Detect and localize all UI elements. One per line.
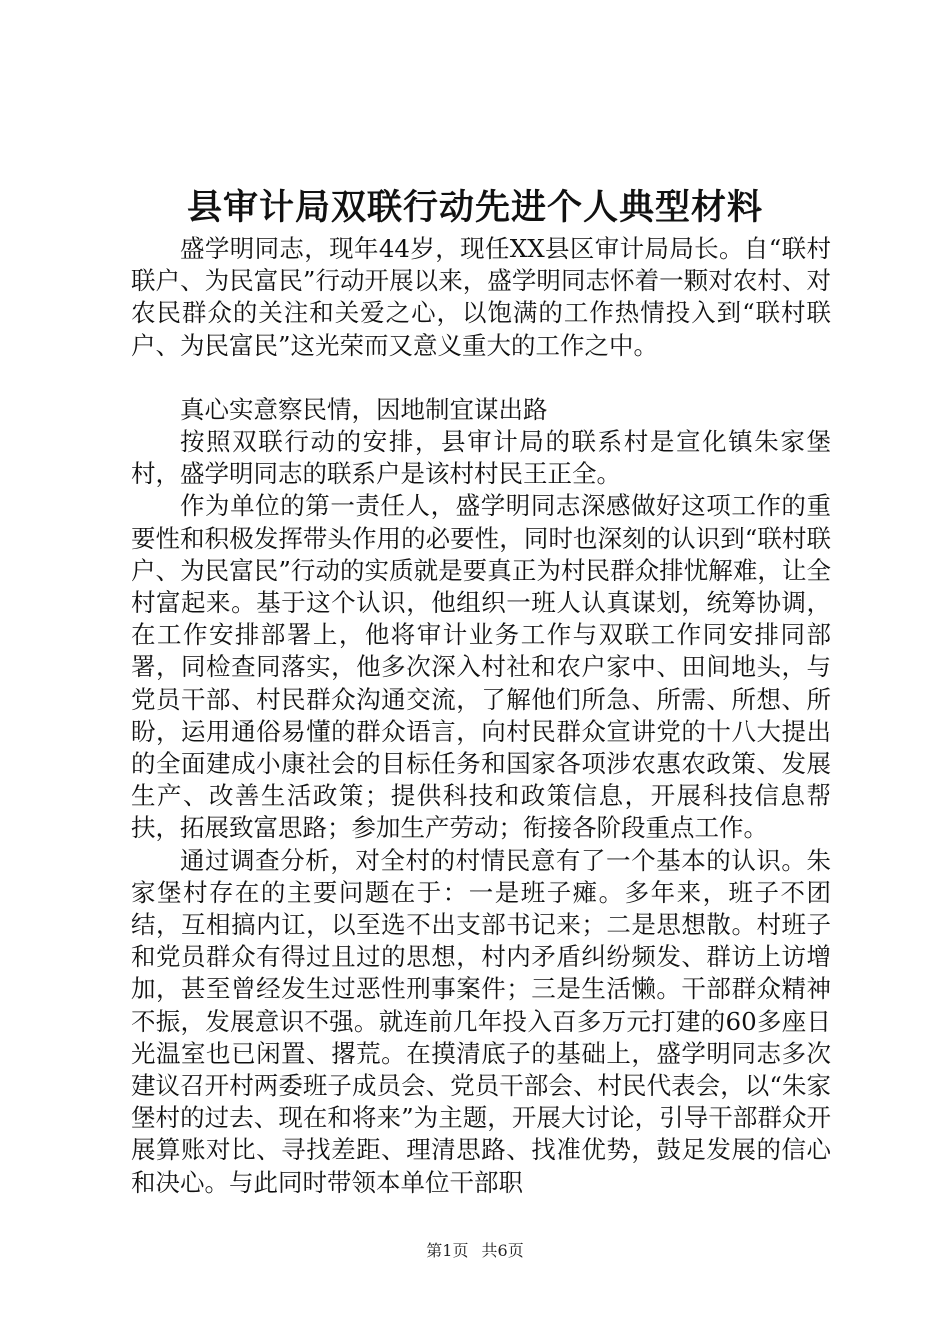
document-title: 县审计局双联行动先进个人典型材料: [186, 187, 763, 228]
body-paragraph: 通过调查分析，对全村的村情民意有了一个基本的认识。朱家堡村存在的主要问题在于：一是班子瘫。多年来，班子不团结，互相搞内讧，以至选不出支部书记来；二是思想散。村班子和党员群众有得过且过的思想，村内矛盾纠纷频发、群访上访增加，甚至曾经发生过恶性刑事案件；三是生活懒。干部群众精神不振，发展意识不强。就连前几年投入百多万元打建的60多座日光温室也已闲置、撂荒。在摸清底子的基础上，盛学明同志多次建议召开村两委班子成员会、党员干部会、村民代表会，以“朱家堡村的过去、现在和将来”为主题，开展大讨论，引导干部群众开展算账对比、寻找差距、理清思路、找准优势，鼓足发展的信心和决心。与此同时带领本单位干部职: [131, 845, 831, 1197]
document-body: [131, 233, 831, 1199]
section-heading: 真心实意察民情，因地制宜谋出路: [180, 394, 548, 424]
page-number: 第1页: [426, 1241, 469, 1260]
body-paragraph: 按照双联行动的安排，县审计局的联系村是宣化镇朱家堡村，盛学明同志的联系户是该村村民王正全。: [131, 427, 831, 489]
page-total: 共6页: [481, 1241, 524, 1260]
body-paragraph: 作为单位的第一责任人，盛学明同志深感做好这项工作的重要性和积极发挥带头作用的必要性，同时也深刻的认识到“联村联户、为民富民”行动的实质就是要真正为村民群众排忧解难，让全村富起来。基于这个认识，他组织一班人认真谋划，统筹协调，在工作安排部署上，他将审计业务工作与双联工作同安排同部署，同检查同落实，他多次深入村社和农户家中、田间地头，与党员干部、村民群众沟通交流，了解他们所急、所需、所想、所盼，运用通俗易懂的群众语言，向村民群众宣讲党的十八大提出的全面建成小康社会的目标任务和国家各项涉农惠农政策、发展生产、改善生活政策；提供科技和政策信息，开展科技信息帮扶，拓展致富思路；参加生产劳动；衔接各阶段重点工作。: [131, 491, 831, 843]
page-footer: [0, 1240, 950, 1262]
intro-paragraph: 盛学明同志，现年44岁，现任XX县区审计局局长。自“联村联户、为民富民”行动开展以来，盛学明同志怀着一颗对农村、对农民群众的关注和关爱之心，以饱满的工作热情投入到“联村联户、为民富民”这光荣而又意义重大的工作之中。: [131, 234, 831, 360]
